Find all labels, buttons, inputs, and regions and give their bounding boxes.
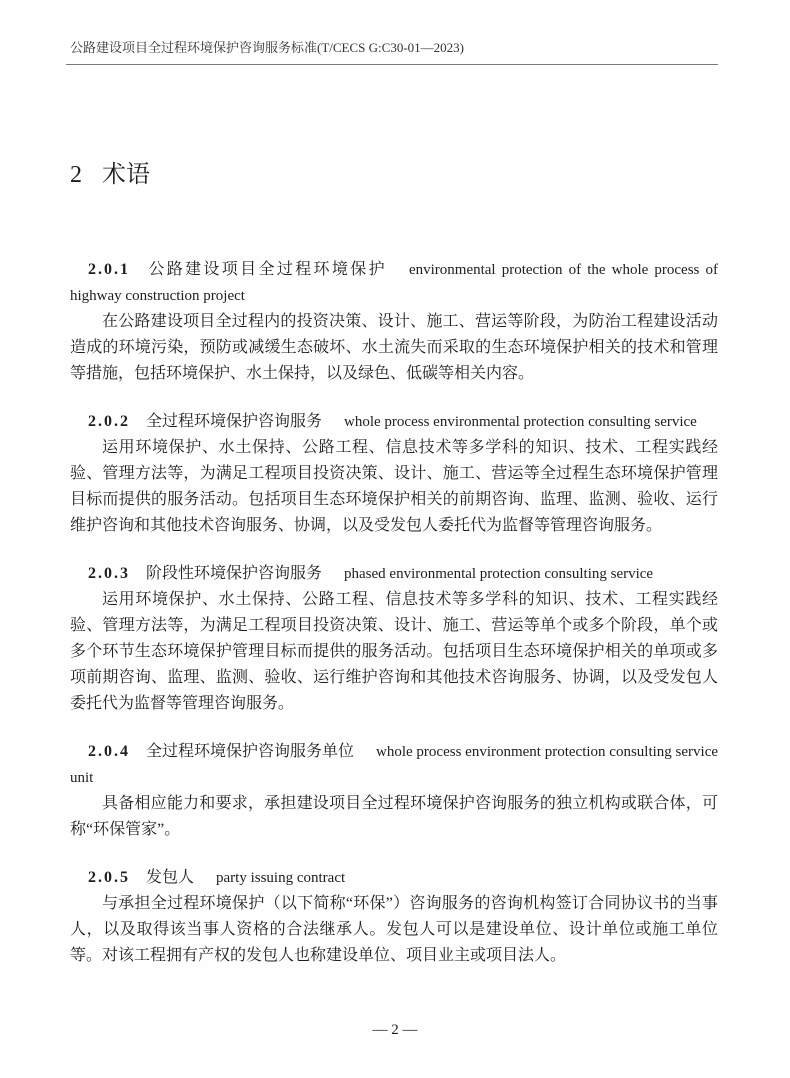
chapter-number: 2: [70, 162, 82, 188]
term-2-0-3: [70, 561, 718, 717]
term-name-zh: 全过程环境保护咨询服务单位: [146, 743, 355, 760]
term-2-0-4: [70, 739, 718, 843]
term-name-zh: 发包人: [146, 869, 195, 886]
page-number: — 2 —: [372, 1022, 418, 1038]
term-number: 2.0.4: [88, 743, 130, 760]
term-name-en: whole process environment protection consulting service unit: [70, 744, 719, 786]
term-name-zh: 公路建设项目全过程环境保护: [146, 261, 387, 278]
term-name-en: phased environmental protection consulting service: [344, 566, 654, 582]
running-header: 公路建设项目全过程环境保护咨询服务标准(T/CECS G:C30-01—2023): [70, 40, 464, 55]
term-definition: 运用环境保护、水土保持、公路工程、信息技术等多学科的知识、技术、工程实践经验、管理方法等，为满足工程项目投资决策、设计、施工、营运等单个或多个阶段，单个或多个环节生态环境保护管理目标而提供的服务活动。包括项目生态环境保护相关的单项或多项前期咨询、监理、监测、验收、运行维护咨询和其他技术咨询服务、协调，以及受发包人委托代为监督等管理咨询服务。: [70, 591, 718, 712]
term-number: 2.0.2: [88, 413, 130, 430]
term-heading: [70, 865, 718, 891]
term-definition: 在公路建设项目全过程内的投资决策、设计、施工、营运等阶段，为防治工程建设活动造成的环境污染，预防或减缓生态破坏、水土流失而采取的生态环境保护相关的技术和管理等措施，包括环境保护、水土保持，以及绿色、低碳等相关内容。: [70, 313, 718, 382]
term-definition: 具备相应能力和要求，承担建设项目全过程环境保护咨询服务的独立机构或联合体，可称“环保管家”。: [70, 795, 718, 838]
chapter-heading: [70, 159, 150, 191]
term-2-0-5: [70, 865, 718, 969]
terms-section: [70, 257, 718, 991]
term-number: 2.0.5: [88, 869, 130, 886]
term-heading: [70, 561, 718, 587]
term-heading: [70, 739, 718, 791]
term-name-en: whole process environmental protection consulting service: [344, 414, 697, 430]
term-name-zh: 阶段性环境保护咨询服务: [146, 565, 323, 582]
term-name-en: environmental protection of the whole process of highway construction project: [70, 262, 718, 304]
term-number: 2.0.3: [88, 565, 130, 582]
term-heading: [70, 409, 718, 435]
term-heading: [70, 257, 718, 309]
term-name-zh: 全过程环境保护咨询服务: [146, 413, 323, 430]
header-rule: [66, 64, 718, 65]
term-name-en: party issuing contract: [216, 870, 346, 886]
term-2-0-1: [70, 257, 718, 387]
term-2-0-2: [70, 409, 718, 539]
term-definition: 运用环境保护、水土保持、公路工程、信息技术等多学科的知识、技术、工程实践经验、管理方法等，为满足工程项目投资决策、设计、施工、营运等全过程生态环境保护管理目标而提供的服务活动。包括项目生态环境保护相关的前期咨询、监理、监测、验收、运行维护咨询和其他技术咨询服务、协调，以及受发包人委托代为监督等管理咨询服务。: [70, 439, 718, 534]
chapter-title: 术语: [102, 162, 150, 188]
term-definition: 与承担全过程环境保护（以下简称“环保”）咨询服务的咨询机构签订合同协议书的当事人，以及取得该当事人资格的合法继承人。发包人可以是建设单位、设计单位或施工单位等。对该工程拥有产权的发包人也称建设单位、项目业主或项目法人。: [70, 895, 718, 964]
term-number: 2.0.1: [88, 261, 130, 278]
